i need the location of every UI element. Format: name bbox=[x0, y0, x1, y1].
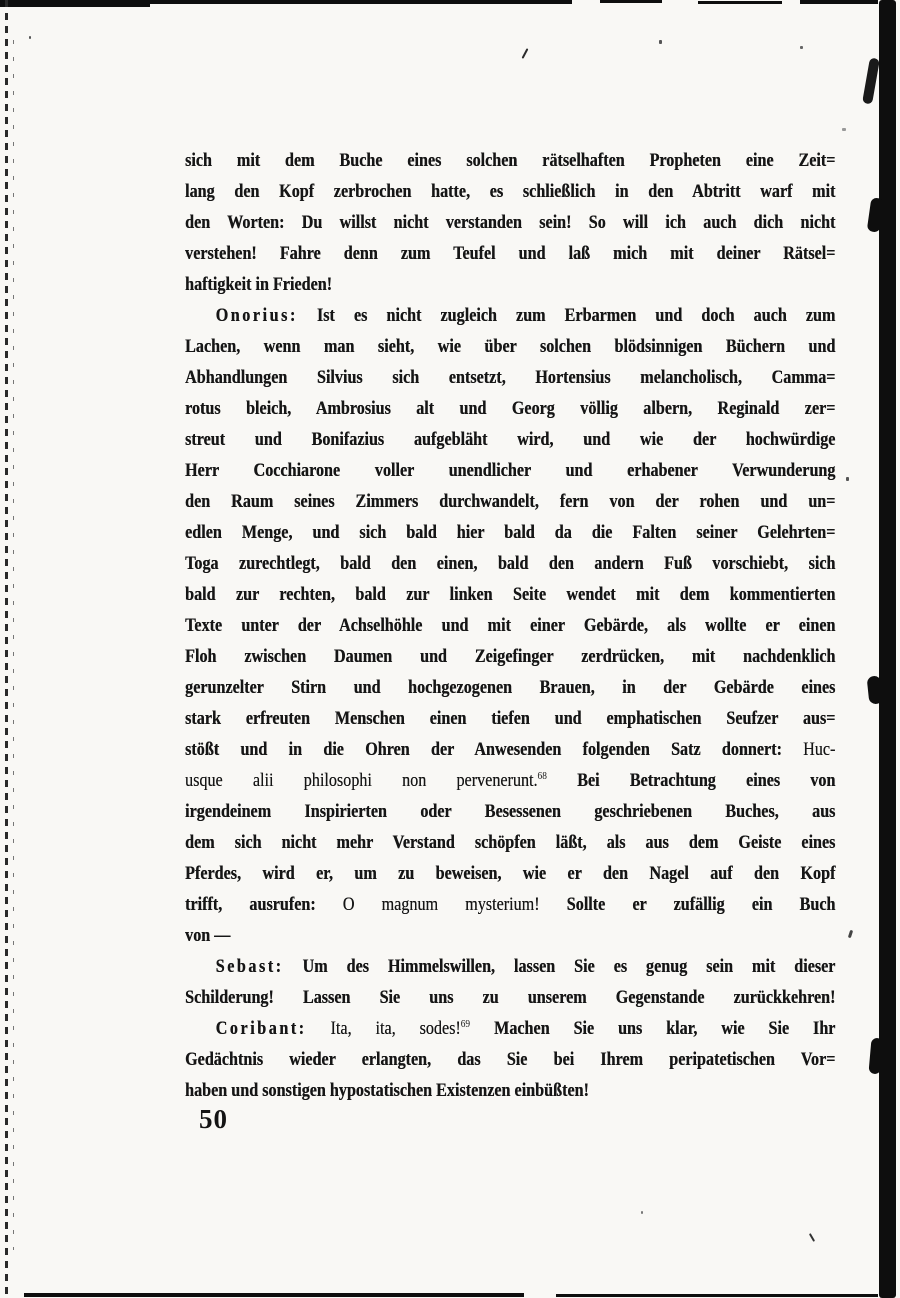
text-segment: sich mit dem Buche eines solchen rätselhaften Propheten eine Zeit= bbox=[185, 150, 836, 171]
text-segment: von — bbox=[185, 925, 231, 946]
text-line bbox=[185, 331, 835, 362]
text-line bbox=[185, 486, 835, 517]
text-line bbox=[185, 1075, 835, 1106]
text-segment: Pferdes, wird er, um zu beweisen, wie er den Nagel auf den Kopf bbox=[185, 863, 836, 884]
text-line bbox=[185, 672, 835, 703]
text-line bbox=[185, 796, 835, 827]
text-line bbox=[185, 207, 835, 238]
text-line bbox=[185, 734, 835, 765]
latin-phrase: Ita, ita, sodes! bbox=[306, 1018, 461, 1039]
text-segment: Herr Cocchiarone voller unendlicher und erhabener Verwunderung bbox=[185, 460, 836, 481]
text-line bbox=[185, 455, 835, 486]
text-segment: Ist es nicht zugleich zum Erbarmen und doch auch zum bbox=[297, 305, 836, 326]
text-segment: trifft, ausrufen: bbox=[185, 894, 343, 915]
text-line bbox=[185, 703, 835, 734]
text-segment: haftigkeit in Frieden! bbox=[185, 274, 332, 295]
text-line bbox=[185, 641, 835, 672]
text-line bbox=[185, 176, 835, 207]
scan-edge-top bbox=[800, 0, 878, 4]
text-line bbox=[185, 548, 835, 579]
scan-edge-left bbox=[5, 0, 8, 1298]
text-segment: Texte unter der Achselhöhle und mit einer Gebärde, als wollte er einen bbox=[185, 615, 836, 636]
text-segment: haben und sonstigen hypostatischen Existenzen einbüßten! bbox=[185, 1080, 589, 1101]
text-line bbox=[185, 517, 835, 548]
ink-speck bbox=[522, 48, 529, 59]
scan-edge-right bbox=[879, 0, 896, 1298]
scan-edge-right-blot bbox=[867, 675, 884, 704]
text-line bbox=[185, 424, 835, 455]
text-segment: rotus bleich, Ambrosius alt und Georg völlig albern, Reginald zer= bbox=[185, 398, 836, 419]
text-segment: stößt und in die Ohren der Anwesenden folgenden Satz donnert: bbox=[185, 739, 804, 760]
text-line bbox=[185, 238, 835, 269]
text-segment: den Worten: Du willst nicht verstanden sein! So will ich auch dich nicht bbox=[185, 212, 836, 233]
scan-edge-bottom bbox=[24, 1293, 524, 1297]
latin-phrase: Huc- bbox=[803, 739, 836, 760]
scan-edge-top bbox=[0, 0, 150, 7]
latin-phrase: O magnum mysterium! bbox=[342, 894, 540, 915]
text-segment: dem sich nicht mehr Verstand schöpfen läßt, als aus dem Geiste eines bbox=[185, 832, 836, 853]
footnote-reference: 69 bbox=[460, 1018, 471, 1030]
text-segment: Lachen, wenn man sieht, wie über solchen blödsinnigen Büchern und bbox=[185, 336, 836, 357]
scan-edge-bottom bbox=[556, 1294, 878, 1297]
text-line bbox=[185, 610, 835, 641]
text-segment: gerunzelter Stirn und hochgezogenen Brauen, in der Gebärde eines bbox=[185, 677, 836, 698]
text-segment: Abhandlungen Silvius sich entsetzt, Hortensius melancholisch, Camma= bbox=[185, 367, 836, 388]
speaker-name: Onorius: bbox=[215, 305, 298, 326]
ink-speck bbox=[800, 46, 803, 49]
ink-speck bbox=[848, 930, 853, 939]
text-segment: verstehen! Fahre denn zum Teufel und laß mich mit deiner Rätsel= bbox=[185, 243, 836, 264]
text-segment: Schilderung! Lassen Sie uns zu unserem Gegenstande zurückkehren! bbox=[185, 987, 836, 1008]
text-line bbox=[185, 1044, 835, 1075]
text-line bbox=[185, 765, 835, 796]
text-segment: Gedächtnis wieder erlangten, das Sie bei Ihrem peripatetischen Vor= bbox=[185, 1049, 836, 1070]
text-segment: Machen Sie uns klar, wie Sie Ihr bbox=[470, 1018, 836, 1039]
scan-edge-top bbox=[148, 0, 572, 4]
text-line bbox=[185, 951, 835, 982]
scan-edge-top bbox=[698, 1, 782, 4]
text-line bbox=[185, 145, 835, 176]
text-segment: den Raum seines Zimmers durchwandelt, fern von der rohen und un= bbox=[185, 491, 836, 512]
scan-edge-top bbox=[600, 0, 662, 3]
ink-speck bbox=[659, 40, 662, 44]
footnote-reference: 68 bbox=[537, 770, 547, 782]
text-segment: bald zur rechten, bald zur linken Seite wendet mit dem kommentierten bbox=[185, 584, 836, 605]
text-line bbox=[185, 920, 835, 951]
text-line bbox=[185, 982, 835, 1013]
ink-speck bbox=[641, 1211, 643, 1214]
latin-phrase: usque alii philosophi non pervenerunt. bbox=[185, 770, 538, 791]
text-line bbox=[185, 889, 835, 920]
scan-edge-left bbox=[13, 40, 14, 1250]
text-line bbox=[185, 858, 835, 889]
text-segment: lang den Kopf zerbrochen hatte, es schließlich in den Abtritt warf mit bbox=[185, 181, 836, 202]
text-line bbox=[185, 1013, 835, 1044]
text-line bbox=[185, 362, 835, 393]
text-segment: Toga zurechtlegt, bald den einen, bald den andern Fuß vorschiebt, sich bbox=[185, 553, 836, 574]
ink-speck bbox=[809, 1233, 815, 1242]
scan-edge-right-blot bbox=[862, 57, 880, 104]
ink-speck bbox=[842, 128, 846, 131]
speaker-name: Coribant: bbox=[215, 1018, 307, 1039]
text-segment: streut und Bonifazius aufgebläht wird, und wie der hochwürdige bbox=[185, 429, 836, 450]
text-segment: Bei Betrachtung eines von bbox=[546, 770, 836, 791]
text-segment: stark erfreuten Menschen einen tiefen und emphatischen Seufzer aus= bbox=[185, 708, 836, 729]
text-line bbox=[185, 579, 835, 610]
text-line bbox=[185, 827, 835, 858]
text-segment: Sollte er zufällig ein Buch bbox=[539, 894, 836, 915]
page-text-block bbox=[185, 145, 835, 1106]
text-segment: irgendeinem Inspirierten oder Besessenen geschriebenen Buches, aus bbox=[185, 801, 836, 822]
text-line bbox=[185, 269, 835, 300]
ink-speck bbox=[846, 477, 849, 481]
ink-speck bbox=[29, 36, 31, 39]
text-segment: edlen Menge, und sich bald hier bald da die Falten seiner Gelehrten= bbox=[185, 522, 836, 543]
text-segment: Um des Himmelswillen, lassen Sie es genug sein mit dieser bbox=[283, 956, 836, 977]
text-line bbox=[185, 393, 835, 424]
speaker-name: Sebast: bbox=[215, 956, 284, 977]
text-line bbox=[185, 300, 835, 331]
text-segment: Floh zwischen Daumen und Zeigefinger zerdrücken, mit nachdenklich bbox=[185, 646, 836, 667]
page-number: 50 bbox=[199, 1104, 228, 1134]
